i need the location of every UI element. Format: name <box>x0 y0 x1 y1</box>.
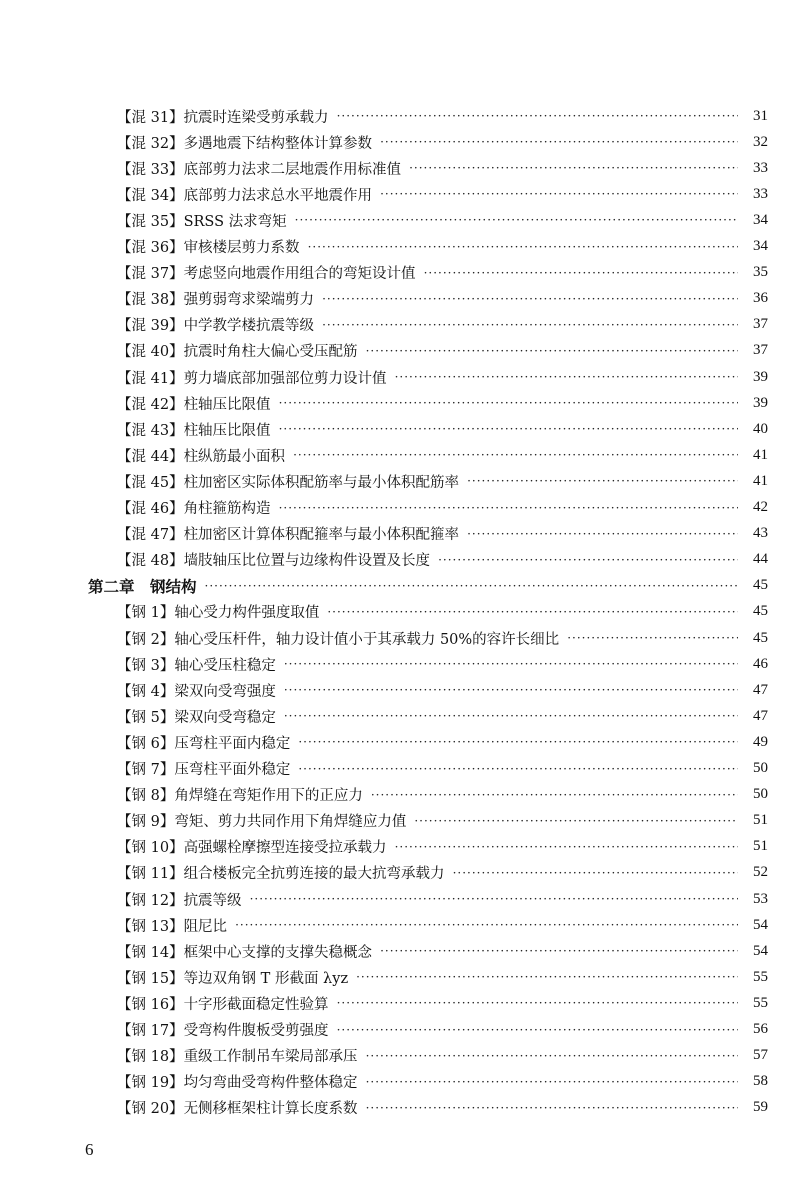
toc-entry-label: 【钢 12】 <box>117 892 184 909</box>
toc-entry-label: 【混 48】 <box>117 553 184 570</box>
toc-page-number: 31 <box>753 107 768 124</box>
leader-dots <box>295 213 738 227</box>
leader-dots <box>279 396 738 410</box>
toc-entry[interactable] <box>117 964 768 990</box>
toc-entry[interactable] <box>117 260 768 286</box>
toc-entry-label: 【混 47】 <box>117 527 184 544</box>
leader-dots <box>380 135 738 149</box>
toc-entry-title: 角柱箍筋构造 <box>183 501 271 517</box>
toc-page-number: 54 <box>753 916 768 933</box>
toc-page-number: 42 <box>753 499 768 515</box>
toc-entry-title: 审核楼层剪力系数 <box>183 240 300 256</box>
toc-entry[interactable] <box>117 938 768 964</box>
toc-entry-label: 【混 45】 <box>117 474 184 491</box>
leader-dots <box>453 866 738 880</box>
toc-entry-title: 墙肢轴压比位置与边缘构件设置及长度 <box>183 553 431 570</box>
toc-entry-title: 柱加密区实际体积配筋率与最小体积配筋率 <box>183 474 460 491</box>
toc-page-number: 52 <box>753 864 768 881</box>
toc-page-number: 40 <box>753 420 768 437</box>
toc-entry[interactable] <box>117 129 768 155</box>
toc-entry[interactable] <box>117 364 768 390</box>
toc-entry[interactable] <box>117 860 768 886</box>
toc-entry[interactable] <box>117 521 768 547</box>
toc-entry[interactable] <box>117 390 768 416</box>
toc-entry-label: 【钢 6】 <box>117 735 175 752</box>
toc-entry-title: 柱纵筋最小面积 <box>183 448 286 465</box>
toc-entry-label: 【混 44】 <box>117 448 184 465</box>
toc-page-number: 41 <box>753 446 768 463</box>
toc-page-number: 43 <box>753 525 768 542</box>
toc-entry[interactable] <box>117 155 768 181</box>
toc-page-number: 39 <box>753 368 768 385</box>
toc-entry-label: 【钢 9】 <box>117 814 175 831</box>
toc-page-number: 36 <box>753 290 768 307</box>
toc-entry-label: 【钢 7】 <box>117 762 175 778</box>
toc-entry-title: 框架中心支撑的支撑失稳概念 <box>183 944 373 961</box>
leader-dots <box>279 422 738 436</box>
toc-entry-label: 【钢 17】 <box>117 1023 184 1039</box>
toc-entry-title: 抗震时角柱大偏心受压配筋 <box>183 344 358 361</box>
toc-entry-title: 底部剪力法求二层地震作用标准值 <box>183 161 402 178</box>
leader-dots <box>371 788 738 802</box>
toc-entry-title: 柱轴压比限值 <box>183 422 271 439</box>
toc-page-number: 37 <box>753 316 768 333</box>
toc-page-number: 35 <box>753 264 768 281</box>
toc-entry[interactable] <box>117 442 768 468</box>
toc-entry[interactable] <box>117 990 768 1016</box>
toc-entry[interactable] <box>117 808 768 834</box>
toc-page-number: 39 <box>753 394 768 411</box>
toc-page-number: 47 <box>753 707 768 724</box>
leader-dots <box>322 292 738 306</box>
toc-entry-title: 抗震时连梁受剪承载力 <box>183 109 329 126</box>
leader-dots <box>424 266 738 280</box>
toc-entry-label: 【钢 19】 <box>117 1075 184 1092</box>
toc-page-number: 57 <box>753 1047 768 1064</box>
toc-entry[interactable] <box>117 338 768 364</box>
toc-page-number: 47 <box>753 681 768 698</box>
toc-entry-title: 柱轴压比限值 <box>183 396 271 413</box>
leader-dots <box>467 527 738 541</box>
toc-entry-title: 弯矩、剪力共同作用下角焊缝应力值 <box>174 814 407 831</box>
toc-entry[interactable] <box>117 468 768 494</box>
leader-dots <box>327 605 738 619</box>
toc-page-number: 50 <box>753 786 768 803</box>
toc-entry-label: 【混 34】 <box>117 187 184 204</box>
toc-entry-title: 十字形截面稳定性验算 <box>183 996 329 1013</box>
leader-dots <box>308 240 738 254</box>
leader-dots <box>438 553 738 567</box>
toc-entry-title: 考虑竖向地震作用组合的弯矩设计值 <box>183 266 416 283</box>
toc-entry-label: 【钢 16】 <box>117 996 184 1013</box>
toc-entry-label: 【钢 20】 <box>117 1101 184 1118</box>
toc-entry-title: 抗震等级 <box>183 892 242 909</box>
toc-entry-title: 轴心受压杆件，轴力设计值小于其承载力 50%的容许长细比 <box>174 631 560 648</box>
toc-page-number: 56 <box>753 1021 768 1037</box>
leader-dots <box>337 996 738 1010</box>
toc-page-number: 46 <box>753 655 768 672</box>
toc-page-number: 51 <box>753 838 768 855</box>
leader-dots <box>366 344 738 358</box>
toc-page-number: 49 <box>753 733 768 750</box>
leader-dots <box>395 840 738 854</box>
toc-page-number: 45 <box>753 577 768 594</box>
toc-entry-label: 【混 42】 <box>117 396 184 413</box>
toc-page-number: 58 <box>753 1073 768 1090</box>
toc-entry-title: 均匀弯曲受弯构件整体稳定 <box>183 1075 358 1092</box>
toc-chapter-heading[interactable] <box>88 573 768 599</box>
toc-entry[interactable] <box>117 416 768 442</box>
toc-page-number: 51 <box>753 812 768 829</box>
leader-dots <box>293 448 738 462</box>
toc-entry-label: 【钢 11】 <box>117 866 184 883</box>
toc-entry-label: 【混 41】 <box>117 370 184 387</box>
toc-entry-title: 压弯柱平面内稳定 <box>174 735 291 752</box>
leader-dots <box>284 657 738 671</box>
leader-dots <box>380 187 738 201</box>
toc-entry-title: 压弯柱平面外稳定 <box>174 762 291 778</box>
toc-page-number: 50 <box>753 760 768 776</box>
leader-dots <box>205 579 738 593</box>
toc-page-number: 54 <box>753 942 768 959</box>
toc-entry-title: 轴心受力构件强度取值 <box>174 605 320 622</box>
leader-dots <box>567 631 738 645</box>
leader-dots <box>414 814 738 828</box>
toc-entry-title: 等边双角钢 T 形截面 λyz <box>183 970 349 987</box>
toc-entry-title: 无侧移框架柱计算长度系数 <box>183 1101 358 1118</box>
toc-entry-title: 底部剪力法求总水平地震作用 <box>183 187 373 204</box>
toc-entry-title: 梁双向受弯稳定 <box>174 709 276 726</box>
toc-entry-label: 【钢 3】 <box>117 657 175 674</box>
toc-entry[interactable] <box>117 181 768 207</box>
toc-entry[interactable] <box>117 599 768 625</box>
leader-dots <box>250 892 738 906</box>
toc-entry-label: 【钢 18】 <box>117 1049 184 1066</box>
leader-dots <box>366 1075 738 1089</box>
toc-page-number: 34 <box>753 238 768 254</box>
toc-entry[interactable] <box>117 834 768 860</box>
leader-dots <box>409 161 738 175</box>
toc-entry[interactable] <box>117 625 768 651</box>
toc-entry-label: 【混 33】 <box>117 161 184 178</box>
leader-dots <box>337 1023 738 1037</box>
toc-entry-label: 【混 38】 <box>117 292 184 309</box>
leader-dots <box>380 944 738 958</box>
toc-entry-title: 角焊缝在弯矩作用下的正应力 <box>174 788 363 805</box>
leader-dots <box>322 318 738 332</box>
toc-entry[interactable] <box>117 547 768 573</box>
toc-entry-label: 【钢 8】 <box>117 788 175 805</box>
toc-entry-title: 梁双向受弯强度 <box>174 683 276 700</box>
toc-page-number: 33 <box>753 159 768 176</box>
toc-entry[interactable] <box>117 703 768 729</box>
toc-page-number: 53 <box>753 890 768 907</box>
leader-dots <box>298 762 738 776</box>
toc-entry[interactable] <box>117 207 768 233</box>
toc-entry-label: 【钢 4】 <box>117 683 175 700</box>
toc-entry-label: 【混 39】 <box>117 318 184 335</box>
toc-entry[interactable] <box>117 912 768 938</box>
toc-page-number: 55 <box>753 994 768 1011</box>
leader-dots <box>235 918 738 932</box>
toc-entry-title: 重级工作制吊车梁局部承压 <box>183 1049 358 1066</box>
leader-dots <box>366 1049 738 1063</box>
toc-entry-title: 高强螺栓摩擦型连接受拉承载力 <box>183 840 387 857</box>
toc-entry[interactable] <box>117 1095 768 1121</box>
toc-page-number: 44 <box>753 551 768 568</box>
toc-entry-label: 【混 43】 <box>117 422 184 439</box>
toc-entry-label: 【钢 13】 <box>117 918 184 935</box>
toc-entry-label: 【混 36】 <box>117 240 184 256</box>
toc-entry-label: 【混 37】 <box>117 266 184 283</box>
toc-entry-title: 柱加密区计算体积配箍率与最小体积配箍率 <box>183 527 460 544</box>
toc-entry-title: 轴心受压柱稳定 <box>174 657 276 674</box>
toc-entry-title: 多遇地震下结构整体计算参数 <box>183 135 373 152</box>
toc-entry-title: 剪力墙底部加强部位剪力设计值 <box>183 370 387 387</box>
toc-page-number: 33 <box>753 185 768 202</box>
toc-entry[interactable] <box>117 651 768 677</box>
page-number: 6 <box>85 1140 94 1159</box>
toc-entry[interactable] <box>117 729 768 755</box>
toc-entry-label: 【混 35】 <box>117 213 184 230</box>
toc-entry[interactable] <box>117 312 768 338</box>
toc-page-number: 41 <box>753 472 768 489</box>
toc-entry-label: 【钢 5】 <box>117 709 175 726</box>
leader-dots <box>366 1101 738 1115</box>
toc-entry[interactable] <box>117 286 768 312</box>
leader-dots <box>298 735 738 749</box>
leader-dots <box>337 109 738 123</box>
toc-page-number: 59 <box>753 1099 768 1116</box>
toc-entry[interactable] <box>117 1069 768 1095</box>
toc-entry[interactable] <box>117 677 768 703</box>
toc-entry-label: 【混 32】 <box>117 135 184 152</box>
leader-dots <box>395 370 738 384</box>
leader-dots <box>467 474 738 488</box>
toc-entry-title: 受弯构件腹板受剪强度 <box>183 1023 329 1039</box>
toc-entry-label: 【钢 1】 <box>117 605 175 622</box>
toc-entry-title: 中学教学楼抗震等级 <box>183 318 315 335</box>
toc-entry[interactable] <box>117 103 768 129</box>
toc-page-number: 37 <box>753 342 768 359</box>
toc-entry-label: 【混 31】 <box>117 109 184 126</box>
toc-page-number: 55 <box>753 968 768 985</box>
toc-entry[interactable] <box>117 756 768 782</box>
toc-entry-label: 【钢 2】 <box>117 631 175 648</box>
toc-entry-label: 【混 40】 <box>117 344 184 361</box>
toc-entry[interactable] <box>117 1017 768 1043</box>
toc-entry[interactable] <box>117 495 768 521</box>
leader-dots <box>356 970 738 984</box>
toc-page-number: 32 <box>753 133 768 150</box>
toc-entry-title: SRSS 法求弯矩 <box>183 213 287 230</box>
toc-entry[interactable] <box>117 1043 768 1069</box>
toc-entry[interactable] <box>117 782 768 808</box>
toc-entry-title: 强剪弱弯求梁端剪力 <box>183 292 315 309</box>
leader-dots <box>284 709 738 723</box>
toc-entry-title: 阻尼比 <box>183 918 228 935</box>
toc-page-number: 45 <box>753 603 768 620</box>
toc-page-number: 45 <box>753 629 768 646</box>
toc-entry-label: 【钢 10】 <box>117 840 184 857</box>
leader-dots <box>279 501 738 515</box>
toc-entry-label: 【混 46】 <box>117 501 184 517</box>
toc-entry-title: 组合楼板完全抗剪连接的最大抗弯承载力 <box>183 866 445 883</box>
toc-entry[interactable] <box>117 886 768 912</box>
toc-entry-label: 【钢 14】 <box>117 944 184 961</box>
toc-entry[interactable] <box>117 234 768 260</box>
toc-entry-label: 【钢 15】 <box>117 970 184 987</box>
leader-dots <box>284 683 738 697</box>
toc-page-number: 34 <box>753 211 768 228</box>
chapter-title: 第二章 钢结构 <box>88 576 197 596</box>
